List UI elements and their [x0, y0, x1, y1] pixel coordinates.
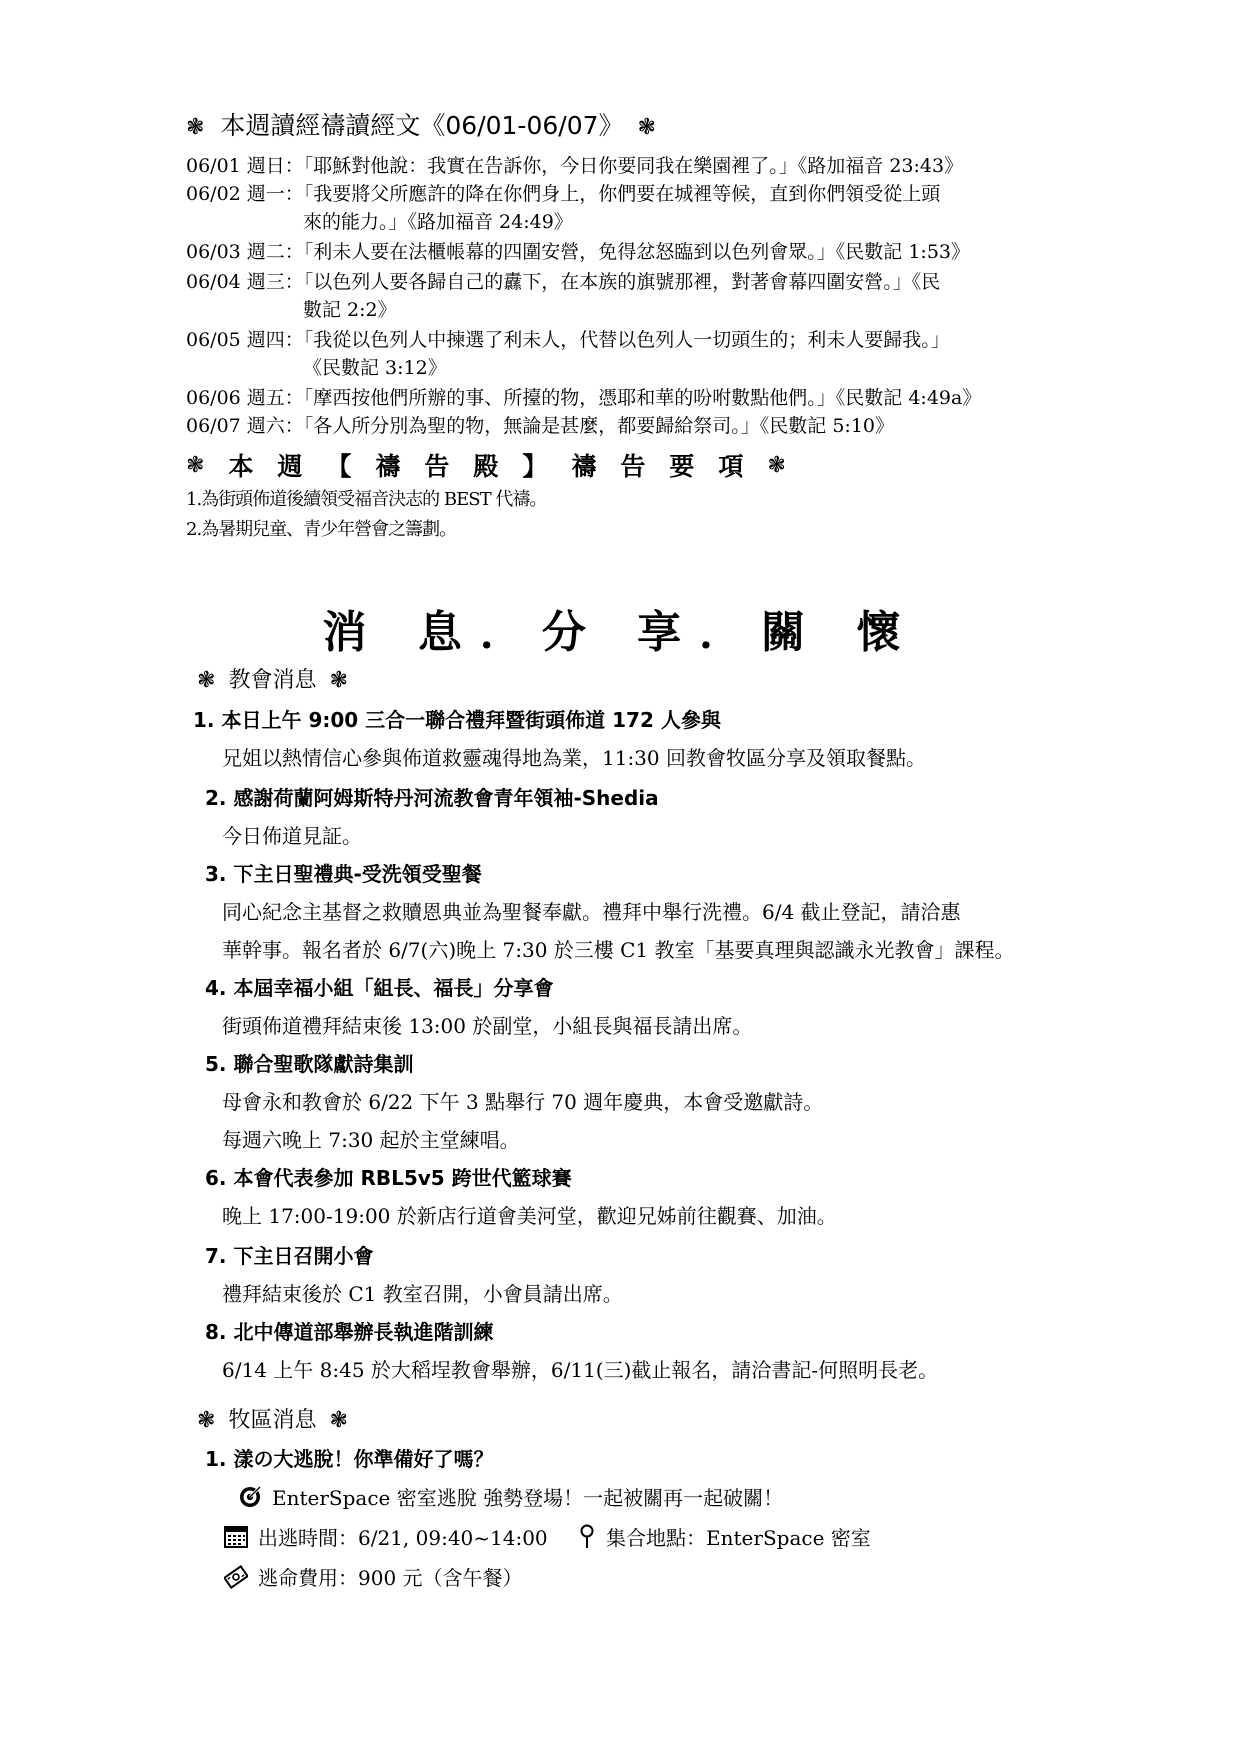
news-item-body: 母會永和教會於 6/22 下午 3 點舉行 70 週年慶典，本會受邀獻詩。: [222, 1090, 824, 1114]
reading-title: 本週讀經禱讀經文《06/01-06/07》: [220, 111, 624, 140]
reading-heading: [186, 106, 656, 142]
money-icon: [224, 1565, 248, 1594]
district-item-title: 1. 漾の大逃脫！你準備好了嗎？: [205, 1447, 494, 1471]
reading-entry: 06/04 週三：「以色列人要各歸自己的纛下，在本族的旗號那裡，對著會幕四圍安營。」《民: [186, 271, 941, 293]
news-item-body: 禮拜結束後於 C1 教室召開，小會員請出席。: [222, 1282, 623, 1306]
page-title: 消 息．分 享．關 懷: [322, 607, 919, 658]
flower-icon: ❃: [197, 668, 216, 693]
reading-entry-cont: 《民數記 3:12》: [303, 357, 447, 379]
news-item-title: 1. 本日上午 9:00 三合一聯合禮拜暨街頭佈道 172 人參與: [193, 708, 721, 732]
news-item-title: 2. 感謝荷蘭阿姆斯特丹河流教會青年領袖-Shedia: [205, 786, 659, 810]
news-item-body: 街頭佈道禮拜結束後 13:00 於副堂，小組長與福長請出席。: [222, 1014, 753, 1038]
church-news-heading: ❃ 教會消息 ❃: [197, 668, 348, 693]
news-item-title: 5. 聯合聖歌隊獻詩集訓: [205, 1052, 414, 1076]
news-item-title: 7. 下主日召開小會: [205, 1244, 374, 1268]
news-item-title: 6. 本會代表參加 RBL5v5 跨世代籃球賽: [205, 1166, 572, 1190]
location-pin-icon: [578, 1524, 596, 1555]
target-icon: [238, 1485, 262, 1514]
reading-entry: 06/03 週二：「利未人要在法櫃帳幕的四圍安營，免得忿怒臨到以色列會眾。」《民數記 1:53》: [186, 241, 971, 263]
news-item-body: 兄姐以熱情信心參與佈道救靈魂得地為業，11:30 回教會牧區分享及領取餐點。: [222, 746, 926, 770]
prayer-item: 1.為街頭佈道後續領受福音決志的 BEST 代禱。: [186, 489, 547, 510]
news-item-title: 3. 下主日聖禮典-受洗領受聖餐: [205, 862, 482, 886]
news-item-body: 今日佈道見証。: [222, 824, 362, 848]
news-item-body: 每週六晚上 7:30 起於主堂練唱。: [222, 1128, 520, 1152]
news-item-body: 華幹事。報名者於 6/7(六)晚上 7:30 於三樓 C1 教室「基要真理與認識永光教會」課程。: [222, 938, 1015, 962]
reading-entry-cont: 數記 2:2》: [303, 299, 397, 321]
district-line: 逃命費用：900 元（含午餐）: [224, 1562, 523, 1594]
reading-entry: 06/06 週五：「摩西按他們所辦的事、所擡的物，憑耶和華的吩咐數點他們。」《民數記 4:49a》: [186, 387, 982, 409]
prayer-heading: ❃ 本 週 【 禱 告 殿 】 禱 告 要 項 ❃: [186, 452, 786, 481]
news-item-title: 8. 北中傳道部舉辦長執進階訓練: [205, 1320, 494, 1344]
flower-icon: ❃: [186, 115, 205, 140]
reading-entry: 06/05 週四：「我從以色列人中揀選了利未人，代替以色列人一切頭生的；利未人要歸我。」: [186, 329, 950, 351]
district-line: 出逃時間：6/21, 09:40~14:00 集合地點：EnterSpace 密室: [224, 1522, 871, 1555]
district-news-heading: ❃ 牧區消息 ❃: [197, 1408, 348, 1433]
flower-icon: ❃: [767, 452, 786, 478]
reading-entry-cont: 來的能力。」《路加福音 24:49》: [303, 211, 573, 233]
district-line: EnterSpace 密室逃脫 強勢登場！一起被關再一起破關！: [238, 1482, 783, 1514]
news-item-title: 4. 本屆幸福小組「組長、福長」分享會: [205, 976, 554, 1000]
flower-icon: ❃: [329, 668, 348, 693]
reading-entry: 06/01 週日：「耶穌對他說：我實在告訴你，今日你要同我在樂園裡了。」《路加福音 23:43》: [186, 155, 964, 177]
news-item-body: 同心紀念主基督之救贖恩典並為聖餐奉獻。禮拜中舉行洗禮。6/4 截止登記，請洽惠: [222, 900, 961, 924]
reading-entry: 06/02 週一：「我要將父所應許的降在你們身上，你們要在城裡等候，直到你們領受從上頭: [186, 183, 941, 205]
flower-icon: ❃: [329, 1408, 348, 1433]
news-item-body: 6/14 上午 8:45 於大稻埕教會舉辦，6/11(三)截止報名，請洽書記-何照明長老。: [222, 1358, 939, 1382]
flower-icon: ❃: [637, 115, 656, 140]
flower-icon: ❃: [186, 452, 205, 478]
flower-icon: ❃: [197, 1408, 216, 1433]
news-item-body: 晚上 17:00-19:00 於新店行道會美河堂，歡迎兄姊前往觀賽、加油。: [222, 1204, 837, 1228]
reading-entry: 06/07 週六：「各人所分別為聖的物，無論是甚麼，都要歸給祭司。」《民數記 5:10》: [186, 415, 895, 437]
prayer-item: 2.為暑期兒童、青少年營會之籌劃。: [186, 519, 457, 540]
calendar-icon: [224, 1526, 248, 1553]
